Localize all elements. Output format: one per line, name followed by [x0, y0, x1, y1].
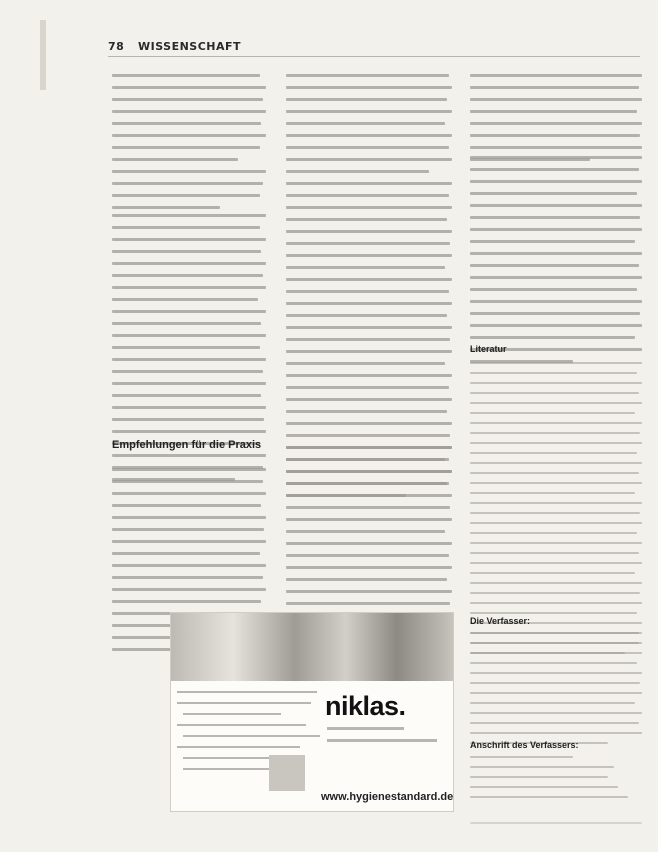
authors-heading: Die Verfasser: [470, 616, 531, 626]
page-number: 78 [108, 40, 125, 53]
contact-address [470, 756, 642, 806]
authors-text [470, 632, 642, 752]
running-header [108, 40, 638, 54]
qr-code-icon [269, 755, 305, 791]
header-rule [108, 56, 640, 57]
column-2-paragraph-1 [286, 74, 452, 506]
literature-heading: Literatur [470, 344, 507, 354]
ad-url[interactable]: www.hygienestandard.de [321, 791, 454, 803]
advertisement[interactable] [170, 612, 454, 812]
section-title: WISSENSCHAFT [138, 40, 242, 53]
page-footer [470, 822, 642, 832]
column-1-paragraph-1 [112, 74, 266, 218]
contact-heading: Anschrift des Verfassers: [470, 740, 579, 750]
ad-logo: niklas. [325, 691, 406, 721]
margin-strip [40, 20, 46, 90]
column-3-paragraph-2 [470, 156, 642, 372]
ad-tagline [327, 727, 437, 751]
subheading-empfehlungen: Empfehlungen für die Praxis [112, 439, 262, 451]
ad-photo-strip [171, 613, 453, 681]
column-2-paragraph-2 [286, 446, 452, 638]
